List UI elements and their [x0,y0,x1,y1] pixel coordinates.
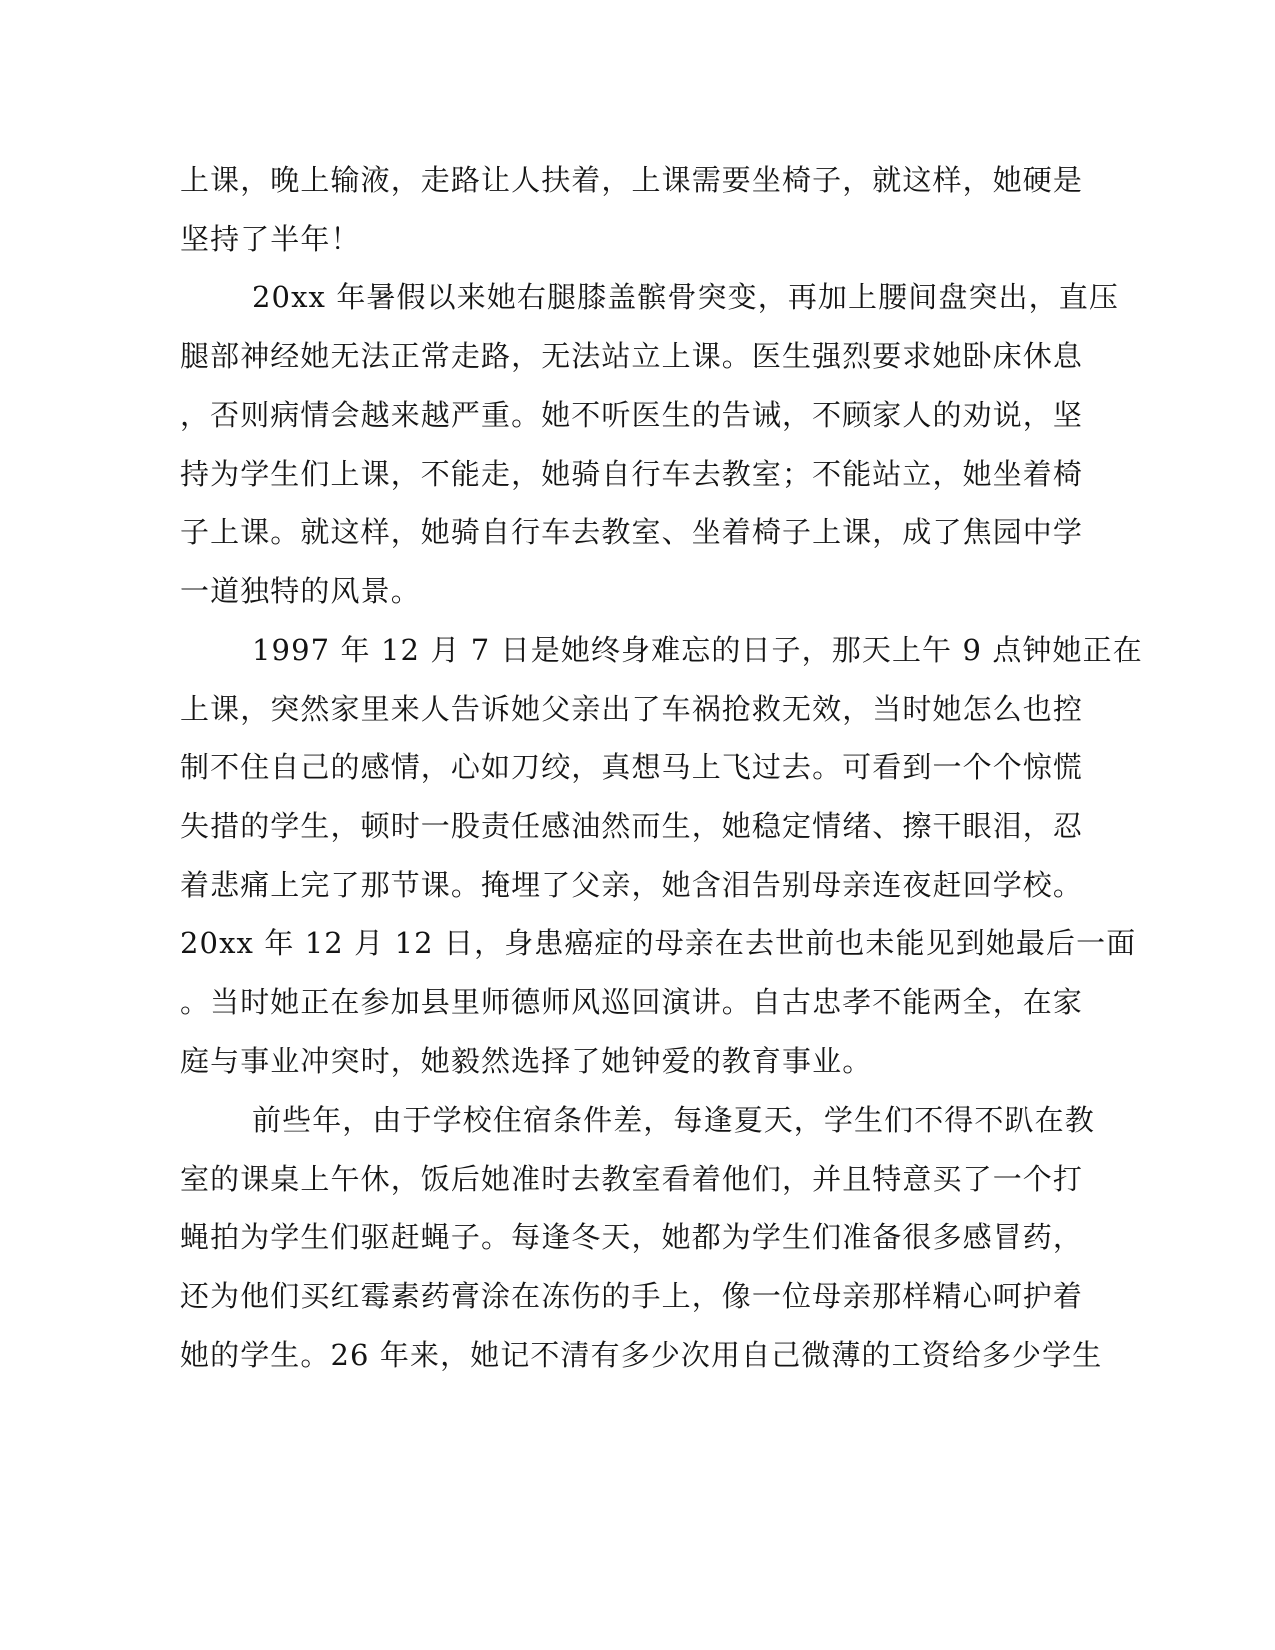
text-line: 着悲痛上完了那节课。掩埋了父亲，她含泪告别母亲连夜赶回学校。 [180,868,1084,902]
text-line: ，否则病情会越来越严重。她不听医生的告诫，不顾家人的劝说，坚 [180,398,1084,432]
text-line: 蝇拍为学生们驱赶蝇子。每逢冬天，她都为学生们准备很多感冒药， [180,1220,1084,1254]
text-line: 上课，晚上输液，走路让人扶着，上课需要坐椅子，就这样，她硬是 [180,163,1084,197]
text-line: 子上课。就这样，她骑自行车去教室、坐着椅子上课，成了焦园中学 [180,515,1084,549]
text-line: 坚持了半年！ [180,222,361,256]
text-line: 制不住自己的感情，心如刀绞，真想马上飞过去。可看到一个个惊慌 [180,750,1084,784]
text-line: 失措的学生，顿时一股责任感油然而生，她稳定情绪、擦干眼泪，忍 [180,809,1084,843]
text-line: 上课，突然家里来人告诉她父亲出了车祸抢救无效，当时她怎么也控 [180,692,1084,726]
text-line: 。当时她正在参加县里师德师风巡回演讲。自古忠孝不能两全，在家 [180,985,1084,1019]
text-line: 她的学生。26 年来，她记不清有多少次用自己微薄的工资给多少学生 [180,1338,1103,1372]
text-line: 持为学生们上课，不能走，她骑自行车去教室；不能站立，她坐着椅 [180,457,1084,491]
text-line: 还为他们买红霉素药膏涂在冻伤的手上，像一位母亲那样精心呵护着 [180,1279,1084,1313]
text-line: 一道独特的风景。 [180,574,421,608]
text-line: 室的课桌上午休，饭后她准时去教室看着他们，并且特意买了一个打 [180,1162,1084,1196]
text-line: 前些年，由于学校住宿条件差，每逢夏天，学生们不得不趴在教 [252,1103,1095,1137]
text-line: 20xx 年 12 月 12 日，身患癌症的母亲在去世前也未能见到她最后一面 [180,926,1137,960]
text-line: 庭与事业冲突时，她毅然选择了她钟爱的教育事业。 [180,1044,873,1078]
text-line: 20xx 年暑假以来她右腿膝盖髌骨突变，再加上腰间盘突出，直压 [252,280,1119,314]
text-line: 1997 年 12 月 7 日是她终身难忘的日子，那天上午 9 点钟她正在 [252,633,1143,667]
text-line: 腿部神经她无法正常走路，无法站立上课。医生强烈要求她卧床休息 [180,339,1084,373]
